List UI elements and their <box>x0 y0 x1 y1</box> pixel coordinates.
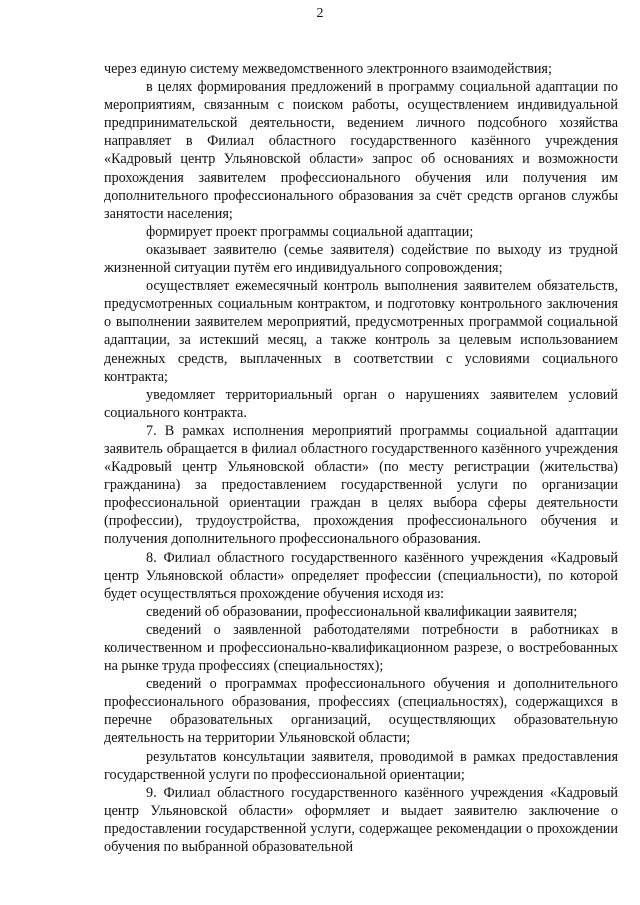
paragraph: через единую систему межведомственного электронного взаимодействия; <box>104 61 552 77</box>
paragraph: 8. Филиал областного государственного казённого учреждения «Кадровый центр Ульяновской области» определяет профессии (специальности), по которой будет осуществляться прохождение обучения исходя из: <box>104 549 618 602</box>
paragraph: формирует проект программы социальной адаптации; <box>146 223 474 240</box>
paragraph: результатов консультации заявителя, проводимой в рамках предоставления государственной услуги по профессиональной ориентации; <box>104 748 618 783</box>
document-body <box>104 60 618 856</box>
paragraph: сведений о заявленной работодателями потребности в работниках в количественном и профессионально-квалификационном разрезе, о востребованных на рынке труда профессиях (специальностях); <box>104 621 618 675</box>
paragraph: 9. Филиал областного государственного казённого учреждения «Кадровый центр Ульяновской области» оформляет и выдает заявителю заключение о предоставлении государственной услуги, содержащее рекомендации о прохождении обучения по выбранной образовательной <box>104 784 618 856</box>
paragraph: оказывает заявителю (семье заявителя) содействие по выходу из трудной жизненной ситуации путём его индивидуального сопровождения; <box>104 241 618 277</box>
paragraph: осуществляет ежемесячный контроль выполнения заявителем обязательств, предусмотренных социальным контрактом, и подготовку контрольного заключения о выполнении заявителем мероприятий, предусмотренных программой социальной адаптации, за истекший месяц, а также контроль за целевым использованием денежных средств, выплаченных в соответствии с условиями социального контракта; <box>104 278 618 385</box>
paragraph: в целях формирования предложений в программу социальной адаптации по мероприятиям, связанным с поиском работы, осуществлением индивидуальной предпринимательской деятельности, ведением личного подсобного хозяйства направляет в Филиал областного государственного казённого учреждения «Кадровый центр Ульяновской области» запрос об основаниях и возможности прохождения заявителем профессионального обучения или получения им дополнительного профессионального образования за счёт средств органов службы занятости населения; <box>104 79 618 222</box>
paragraph: 7. В рамках исполнения мероприятий программы социальной адаптации заявитель обращается в филиал областного государственного казённого учреждения «Кадровый центр Ульяновской области» (по месту регистрации (жительства) гражданина) за предоставлением государственной услуги по организации профессиональной ориентации граждан в целях выбора сферы деятельности (профессии), трудоустройства, прохождения профессионального обучения и получения дополнительного профессионального образования. <box>104 422 618 548</box>
paragraph: уведомляет территориальный орган о нарушениях заявителем условий социального контракта. <box>104 386 618 421</box>
paragraph: сведений об образовании, профессиональной квалификации заявителя; <box>146 603 578 620</box>
page-number: 2 <box>316 6 324 21</box>
paragraph: сведений о программах профессионального обучения и дополнительного профессионального образования, профессиях (специальностях), содержащихся в перечне образовательных организаций, осуществляющих образовательную деятельность на территории Ульяновской области; <box>104 676 618 747</box>
